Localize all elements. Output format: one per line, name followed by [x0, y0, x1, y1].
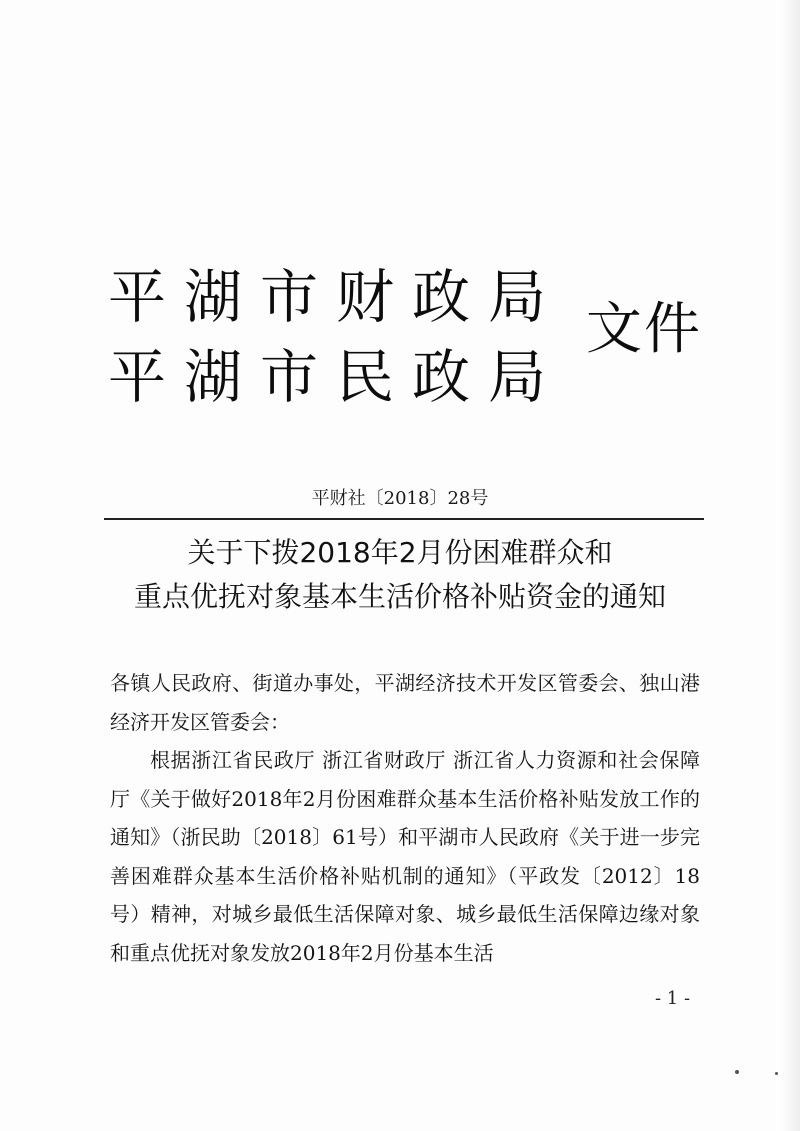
document-number: 平财社〔2018〕28号 [311, 488, 489, 509]
recipients-paragraph: 各镇人民政府、街道办事处，平湖经济技术开发区管委会、独山港经济开发区管委会： [110, 671, 700, 734]
scan-artifact-dot [775, 1072, 778, 1075]
document-header [108, 262, 708, 422]
page-number: - 1 - [655, 988, 691, 1009]
document-type-suffix: 文件 [586, 297, 702, 362]
body-paragraph-1: 根据浙江省民政厅 浙江省财政厅 浙江省人力资源和社会保障厅《关于做好2018年2月份困难群众基本生活价格补贴发放工作的通知》（浙民助〔2018〕61号）和平湖市人民政府《关于进一步完善困难群众基本生活价格补贴机制的通知》（平政发〔2012〕18号）精神，对城乡最低生活保障对象、城乡最低生活保障边缘对象和重点优抚对象发放2018年2月份基本生活 [110, 748, 700, 965]
notice-body [110, 664, 700, 972]
header-divider [104, 518, 704, 520]
issuer-line-finance-bureau: 平湖市财政局 [108, 263, 565, 331]
scan-edge-shadow [782, 0, 800, 1131]
notice-title-line-2: 重点优抚对象基本生活价格补贴资金的通知 [133, 580, 666, 613]
scan-artifact-dot [735, 1070, 739, 1074]
notice-title-line-1: 关于下拨2018年2月份困难群众和 [187, 536, 613, 569]
issuer-line-civil-affairs-bureau: 平湖市民政局 [108, 343, 565, 411]
